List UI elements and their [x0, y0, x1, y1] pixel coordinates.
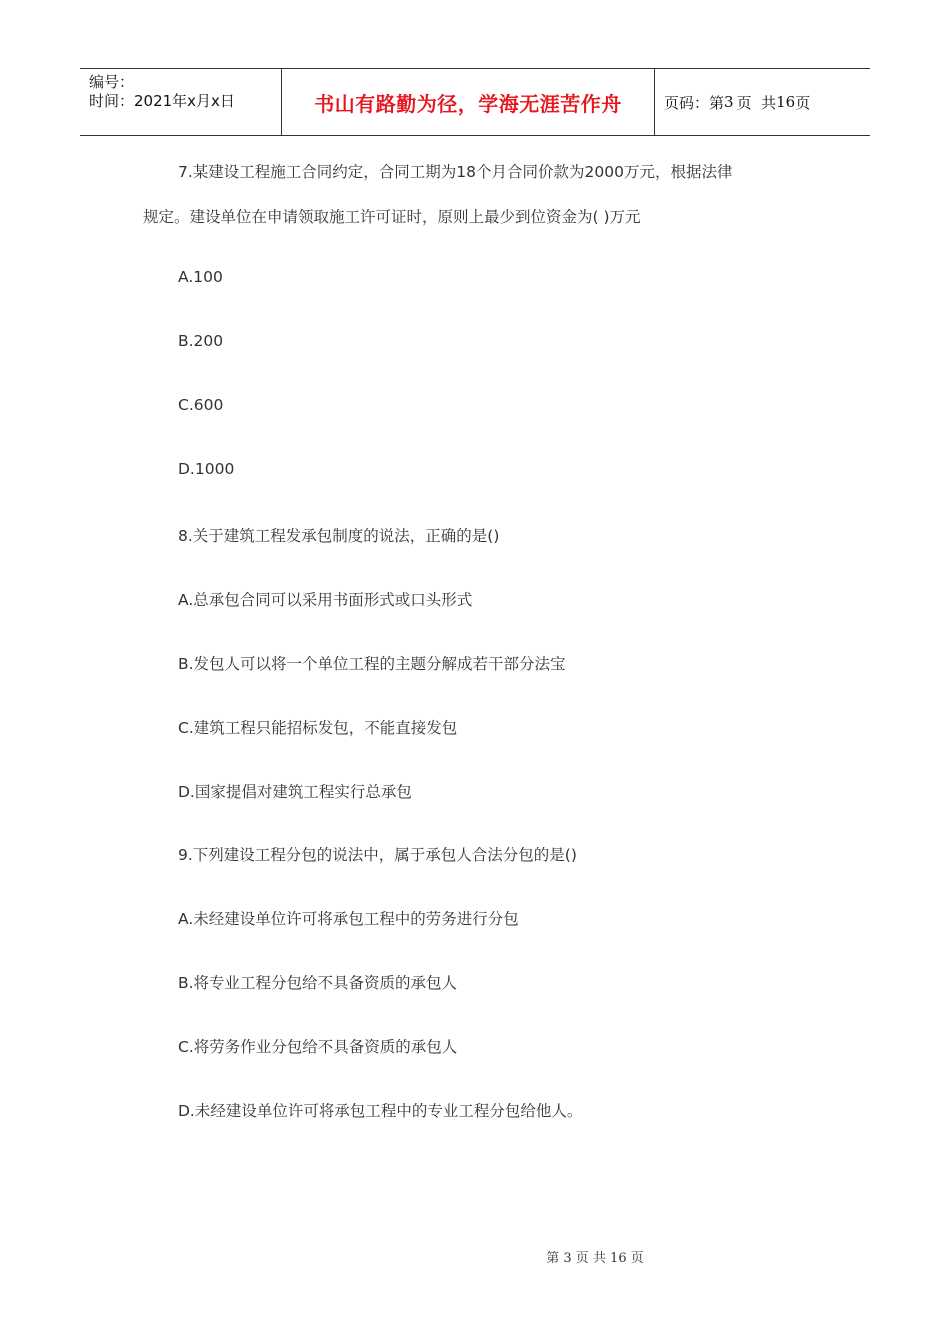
- question-9-option-a: A.未经建设单位许可将承包工程中的劳务进行分包: [178, 910, 519, 928]
- page-footer: [0, 1247, 950, 1266]
- question-7-stem-line1: 7.某建设工程施工合同约定，合同工期为18个月合同价款为2000万元，根据法律: [178, 163, 733, 181]
- header-page-cell: [655, 69, 870, 135]
- question-7-option-d: D.1000: [178, 460, 235, 478]
- question-9-option-b: B.将专业工程分包给不具备资质的承包人: [178, 974, 458, 992]
- question-9-stem: 9.下列建设工程分包的说法中，属于承包人合法分包的是(): [178, 846, 577, 864]
- question-7-option-b: B.200: [178, 332, 224, 350]
- question-8-option-b: B.发包人可以将一个单位工程的主题分解成若干部分法宝: [178, 655, 566, 673]
- time-label: 时间：2021年x月x日: [89, 92, 235, 110]
- header-motto-cell: [281, 69, 655, 135]
- question-7-option-a: A.100: [178, 268, 223, 286]
- motto-text: 书山有路勤为径，学海无涯苦作舟: [314, 91, 622, 116]
- page-total: 16: [776, 93, 796, 111]
- page-current: 3: [724, 93, 734, 111]
- question-8-option-d: D.国家提倡对建筑工程实行总承包: [178, 783, 412, 801]
- footer-page-number: 第 3 页 共 16 页: [546, 1251, 644, 1266]
- page-mid: 页 共: [736, 93, 777, 112]
- question-8-option-a: A.总承包合同可以采用书面形式或口头形式: [178, 591, 473, 609]
- question-8-option-c: C.建筑工程只能招标发包，不能直接发包: [178, 719, 458, 737]
- question-9-option-c: C.将劳务作业分包给不具备资质的承包人: [178, 1038, 458, 1056]
- page-prefix: 页码：第: [664, 93, 725, 112]
- document-header: [80, 68, 870, 136]
- question-7-option-c: C.600: [178, 396, 224, 414]
- header-meta-cell: [80, 69, 281, 135]
- question-9-option-d: D.未经建设单位许可将承包工程中的专业工程分包给他人。: [178, 1102, 583, 1120]
- page-suffix: 页: [795, 93, 811, 112]
- question-8-stem: 8.关于建筑工程发承包制度的说法，正确的是(): [178, 527, 500, 545]
- number-label: 编号：: [89, 73, 135, 91]
- question-7-stem-line2: 规定。建设单位在申请领取施工许可证时，原则上最少到位资金为( )万元: [143, 208, 641, 226]
